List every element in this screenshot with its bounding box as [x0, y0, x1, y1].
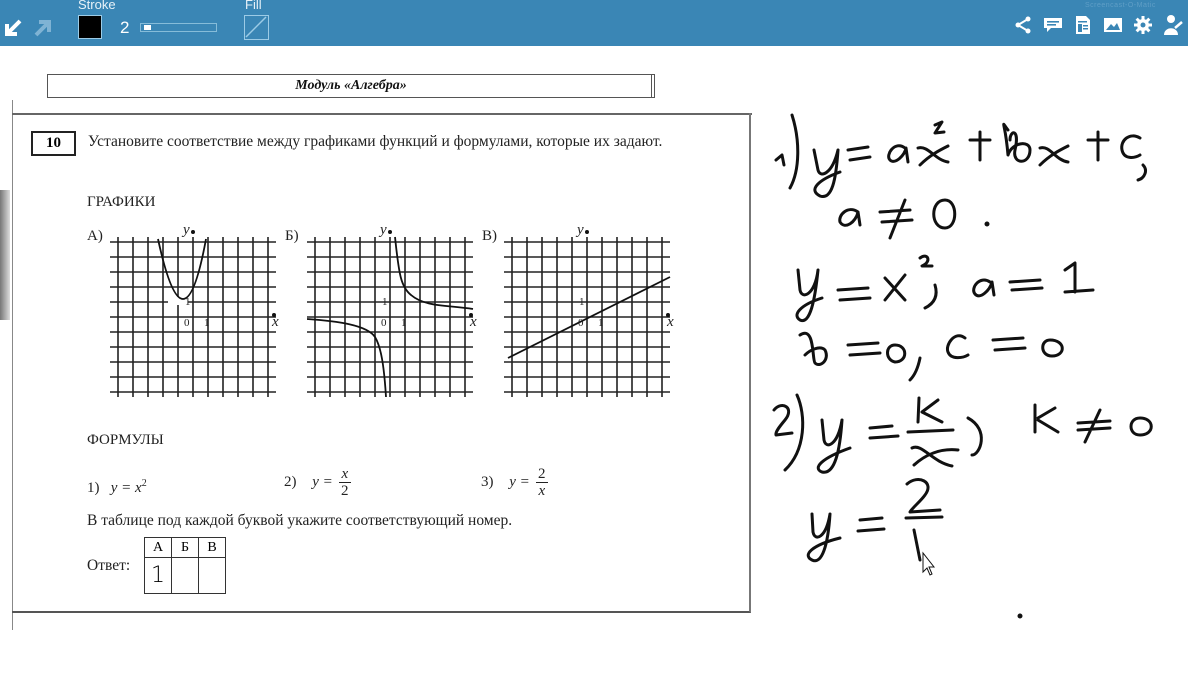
- graph-a-unit-x-label: 1: [204, 317, 210, 329]
- answer-value-a: 1: [151, 563, 165, 588]
- graph-b-unit-x-label: 1: [401, 317, 407, 329]
- gear-icon[interactable]: [1132, 14, 1154, 36]
- answer-table: [144, 537, 226, 594]
- no-fill-icon: [245, 16, 267, 38]
- formula-2-denominator: 2: [341, 483, 349, 499]
- formula-2-num: 2): [284, 474, 297, 490]
- stroke-color-swatch[interactable]: [78, 15, 102, 39]
- formula-1-expr: y = x: [110, 480, 142, 496]
- document-icon[interactable]: [1072, 14, 1094, 36]
- graph-b-hyperbola: [307, 225, 482, 405]
- stroke-width-slider[interactable]: [140, 23, 217, 32]
- formula-1-exponent: 2: [141, 478, 147, 489]
- fill-color-swatch[interactable]: [244, 15, 269, 40]
- formula-3-numerator: 2: [538, 466, 546, 482]
- comment-icon[interactable]: [1042, 14, 1064, 36]
- drawing-toolbar: [0, 0, 1188, 46]
- graph-a-parabola: [110, 225, 285, 405]
- stroke-label: Stroke: [78, 0, 116, 12]
- task-number: 10: [31, 131, 76, 156]
- formula-2-fraction: [339, 466, 351, 499]
- answer-cell-b[interactable]: [172, 558, 199, 594]
- graph-v-label: В): [482, 228, 497, 244]
- graph-v-unit-y-label: 1: [579, 296, 585, 308]
- graph-a-unit-y-label: 1: [185, 296, 191, 308]
- formula-2: [284, 466, 351, 499]
- formula-1-num: 1): [87, 480, 100, 496]
- task-text: Установите соответствие между графиками функций и формулами, которые их задают.: [88, 133, 663, 150]
- graph-a-x-axis-label: x: [272, 314, 279, 330]
- answer-header-a: А: [145, 538, 172, 558]
- answer-label: Ответ:: [87, 557, 131, 574]
- formula-3-lhs: y =: [509, 474, 530, 490]
- stroke-width-value: 2: [120, 18, 130, 37]
- mouse-cursor-icon: [923, 553, 934, 575]
- slider-knob[interactable]: [144, 25, 151, 30]
- graph-v-unit-x-label: 1: [598, 317, 604, 329]
- formulas-heading: ФОРМУЛЫ: [87, 432, 164, 448]
- formula-3-num: 3): [481, 474, 494, 490]
- graph-v-origin-label: 0: [578, 317, 584, 329]
- graph-b-y-axis-label: y: [380, 222, 387, 238]
- fill-label: Fill: [245, 0, 262, 12]
- watermark-caption: Screencast-O-Matic: [1085, 2, 1156, 9]
- graph-b-origin-label: 0: [381, 317, 387, 329]
- graph-a-origin-label: 0: [184, 317, 190, 329]
- answer-cell-a[interactable]: [145, 558, 172, 594]
- answer-header-b: Б: [172, 538, 199, 558]
- module-header-box: [47, 74, 655, 98]
- formula-2-lhs: y =: [312, 474, 333, 490]
- module-title: Модуль «Алгебра»: [295, 78, 407, 93]
- share-icon[interactable]: [1012, 14, 1034, 36]
- user-icon[interactable]: [1162, 14, 1184, 36]
- answer-cell-v[interactable]: [199, 558, 226, 594]
- graph-v-y-axis-label: y: [577, 222, 584, 238]
- graph-a-label: А): [87, 228, 103, 244]
- page-shadow: [0, 190, 10, 320]
- image-icon[interactable]: [1102, 14, 1124, 36]
- answer-header-v: В: [199, 538, 226, 558]
- redo-arrow-icon[interactable]: [33, 18, 53, 43]
- formula-1: [87, 478, 147, 497]
- graphs-heading: ГРАФИКИ: [87, 194, 156, 210]
- undo-arrow-icon[interactable]: [3, 18, 23, 43]
- instruction-text: В таблице под каждой буквой укажите соответствующий номер.: [87, 512, 513, 529]
- graph-v-line: [504, 225, 679, 405]
- graph-v-x-axis-label: x: [667, 314, 674, 330]
- formula-3: [481, 466, 548, 499]
- graph-b-label: Б): [285, 228, 299, 244]
- graph-b-x-axis-label: x: [470, 314, 477, 330]
- formula-3-fraction: [536, 466, 548, 499]
- graph-a-y-axis-label: y: [183, 222, 190, 238]
- formula-3-denominator: x: [538, 483, 546, 499]
- formula-2-numerator: x: [341, 466, 349, 482]
- graph-b-unit-y-label: 1: [382, 296, 388, 308]
